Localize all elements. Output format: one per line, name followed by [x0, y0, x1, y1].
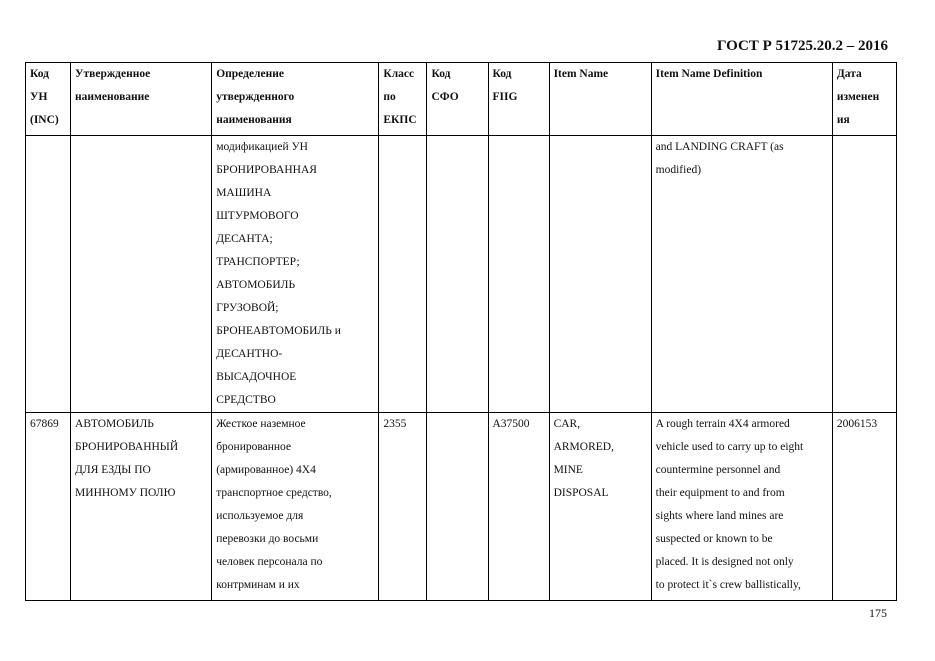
text-line: Жесткое наземное — [216, 418, 306, 430]
text-line: Код — [30, 68, 50, 80]
cell-definition — [212, 413, 379, 601]
text-line: бронированное — [216, 441, 292, 453]
cell-item-name — [549, 136, 651, 413]
text-line: ГРУЗОВОЙ; — [216, 302, 279, 314]
cell-class: 2355 — [379, 413, 427, 601]
table-header-row — [26, 63, 897, 136]
text-line: ЕКПС — [383, 114, 417, 126]
text-line: контрминам и их — [216, 579, 300, 591]
text-line: (INC) — [30, 114, 59, 126]
text-line: перевозки до восьми — [216, 533, 319, 545]
text-line: ТРАНСПОРТЕР; — [216, 256, 300, 268]
text-line: Item Name Definition — [655, 68, 763, 80]
text-line: Определение — [216, 68, 284, 80]
text-line: используемое для — [216, 510, 304, 522]
text-line: countermine personnel and — [655, 464, 781, 476]
text-line: ARMORED, — [553, 441, 614, 453]
text-line: Item Name — [553, 68, 609, 80]
text-line: and LANDING CRAFT (as — [655, 141, 784, 153]
text-line: МАШИНА — [216, 187, 272, 199]
cell-item-name-definition — [651, 413, 832, 601]
text-line: (армированное) 4Х4 — [216, 464, 316, 476]
cell-approved-name — [71, 136, 212, 413]
cell-definition — [212, 136, 379, 413]
text-line: ДЕСАНТНО- — [216, 348, 283, 360]
text-line: DISPOSAL — [553, 487, 609, 499]
text-line: ДЕСАНТА; — [216, 233, 273, 245]
text-line: A rough terrain 4X4 armored — [655, 418, 790, 430]
text-line: ВЫСАДОЧНОЕ — [216, 371, 297, 383]
text-line: транспортное средство, — [216, 487, 332, 499]
col-header-inc — [26, 63, 71, 136]
cell-fiig — [488, 136, 549, 413]
cell-sfo — [427, 413, 488, 601]
text-line: УН — [30, 91, 48, 103]
text-line: modified) — [655, 164, 702, 176]
text-line: изменен — [836, 91, 880, 103]
text-line: to protect it`s crew ballistically, — [655, 579, 801, 591]
text-line: человек персонала по — [216, 556, 323, 568]
cell-date: 2006153 — [832, 413, 896, 601]
text-line: vehicle used to carry up to eight — [655, 441, 804, 453]
col-header-date — [832, 63, 896, 136]
text-line: БРОНИРОВАННЫЙ — [75, 441, 179, 453]
text-line: МИННОМУ ПОЛЮ — [75, 487, 176, 499]
text-line: СРЕДСТВО — [216, 394, 276, 406]
text-line: БРОНИРОВАННАЯ — [216, 164, 317, 176]
text-line: по — [383, 91, 396, 103]
text-line: suspected or known to be — [655, 533, 773, 545]
cell-date — [832, 136, 896, 413]
text-line: ШТУРМОВОГО — [216, 210, 299, 222]
text-line: Код — [492, 68, 512, 80]
table-row — [26, 413, 897, 601]
col-header-definition — [212, 63, 379, 136]
text-line: MINE — [553, 464, 583, 476]
text-line: СФО — [431, 91, 459, 103]
text-line: ия — [836, 114, 850, 126]
cell-item-name — [549, 413, 651, 601]
text-line: FIIG — [492, 91, 518, 103]
cell-inc: 67869 — [26, 413, 71, 601]
cell-approved-name — [71, 413, 212, 601]
text-line: sights where land mines are — [655, 510, 784, 522]
document-title: ГОСТ Р 51725.20.2 – 2016 — [716, 38, 888, 54]
col-header-fiig — [488, 63, 549, 136]
text-line: ДЛЯ ЕЗДЫ ПО — [75, 464, 151, 476]
text-line: CAR, — [553, 418, 581, 430]
text-line: утвержденного — [216, 91, 295, 103]
text-line: АВТОМОБИЛЬ — [216, 279, 296, 291]
text-line: БРОНЕАВТОМОБИЛЬ и — [216, 325, 341, 337]
page-number: 175 — [869, 606, 887, 620]
col-header-item-name — [549, 63, 651, 136]
col-header-approved-name — [71, 63, 212, 136]
text-line: their equipment to and from — [655, 487, 785, 499]
text-line: Класс — [383, 68, 415, 80]
classification-table — [25, 62, 897, 601]
cell-fiig: A37500 — [488, 413, 549, 601]
cell-sfo — [427, 136, 488, 413]
col-header-item-name-definition — [651, 63, 832, 136]
text-line: АВТОМОБИЛЬ — [75, 418, 154, 430]
text-line: Дата — [836, 68, 862, 80]
text-line: Код — [431, 68, 451, 80]
cell-inc — [26, 136, 71, 413]
text-line: модификацией УН — [216, 141, 308, 153]
text-line: placed. It is designed not only — [655, 556, 794, 568]
cell-class — [379, 136, 427, 413]
text-line: наименования — [216, 114, 292, 126]
table-row-continuation — [26, 136, 897, 413]
text-line: Утвержденное — [75, 68, 151, 80]
col-header-sfo — [427, 63, 488, 136]
col-header-class — [379, 63, 427, 136]
cell-item-name-definition — [651, 136, 832, 413]
text-line: наименование — [75, 91, 150, 103]
